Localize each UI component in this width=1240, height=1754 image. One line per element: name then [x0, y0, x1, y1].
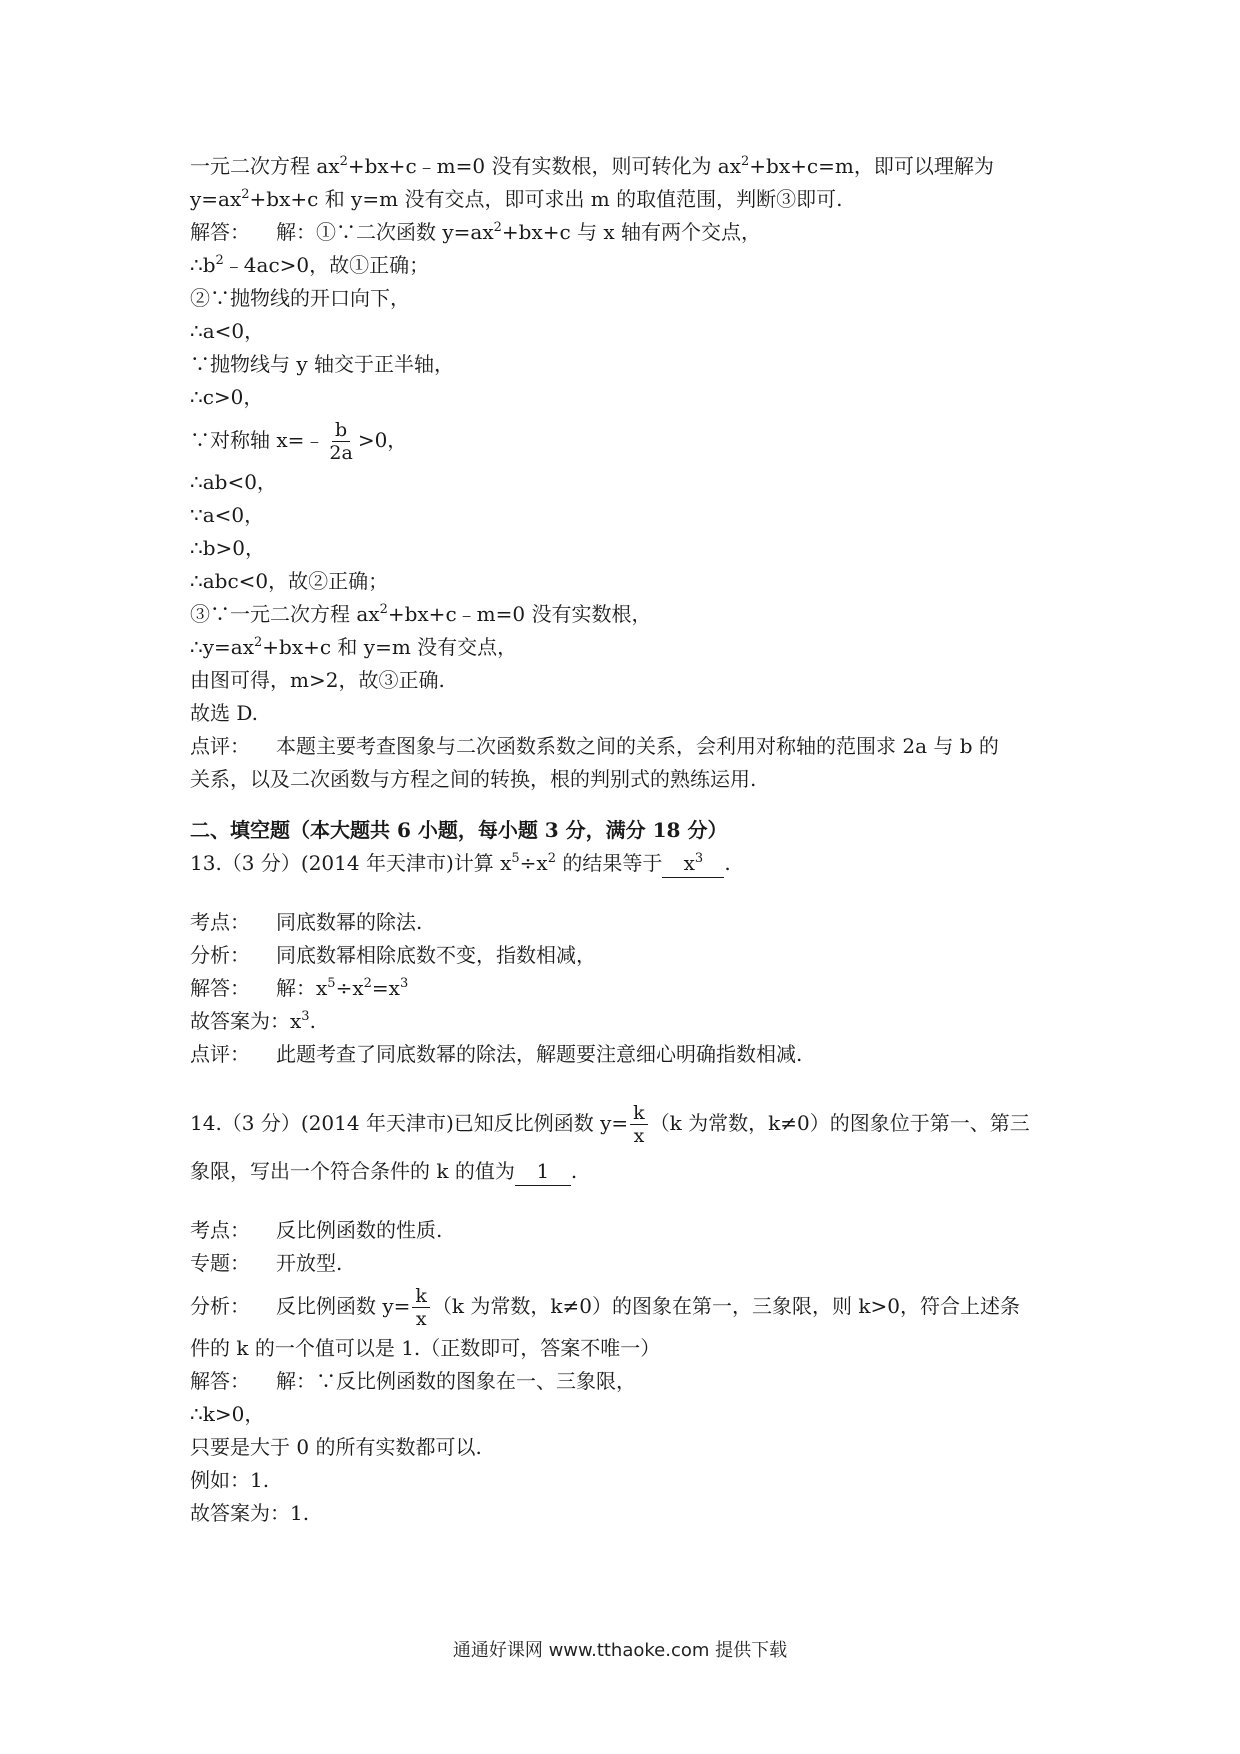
solution-line: 只要是大于 0 的所有实数都可以.	[190, 1435, 482, 1459]
point-line: 考点： 反比例函数的性质.	[190, 1218, 443, 1242]
solution-line: $\therefore y=ax^2+bx+c$ 和 y=m 没有交点，	[190, 635, 518, 659]
solution-line: 故选 D.	[190, 701, 259, 725]
solution-line: ∴a<0，	[190, 319, 265, 343]
final-answer-line: 故答案为：1.	[190, 1501, 310, 1525]
review-line: 点评： 本题主要考查图象与二次函数系数之间的关系，会利用对称轴的范围求 2a 与 b 的	[190, 730, 1070, 763]
answer-blank: 1	[515, 1157, 571, 1186]
solution-line-fraction: ∵对称轴 x=﹣ $\frac{b}{2a}$ >0，	[190, 419, 408, 464]
final-answer-line: 故答案为：$x^3$.	[190, 1009, 316, 1033]
analysis-line: 分析： 同底数幂相除底数不变，指数相减，	[190, 943, 596, 967]
solution-line: $\therefore b^2﹣4ac>0$，故①正确；	[190, 253, 430, 277]
solution-line: 由图可得，m>2，故③正确.	[190, 668, 445, 692]
answer-blank: $x^3$	[662, 849, 724, 878]
fraction-k-over-x: $\frac{k}{x}$	[630, 1102, 648, 1147]
review-line: 关系，以及二次函数与方程之间的转换，根的判别式的熟练运用.	[190, 767, 757, 791]
solution-line: 解答： 解：$x^5\div x^2=x^3$	[190, 976, 409, 1000]
question-13-stem: 13.（3 分）(2014 年天津市)计算 $x^5\div x^2$ 的结果等于 $x^3$ .	[190, 847, 1070, 880]
page-content	[190, 150, 1070, 1530]
point-line: 考点： 同底数幂的除法.	[190, 910, 423, 934]
solution-line: ∴k>0，	[190, 1402, 265, 1426]
fraction-k-over-x: $\frac{k}{x}$	[412, 1285, 430, 1330]
solution-line: ③∵一元二次方程 $ax^2+bx+c﹣m=0$ 没有实数根，	[190, 602, 652, 626]
solution-line: ∴abc<0，故②正确；	[190, 569, 389, 593]
solution-line: ②∵抛物线的开口向下，	[190, 286, 410, 310]
solution-line: ∴ab<0，	[190, 470, 277, 494]
analysis-line: 件的 k 的一个值可以是 1.（正数即可，答案不唯一）	[190, 1336, 661, 1360]
analysis-line: 分析： 反比例函数 y= $\frac{k}{x}$ （k 为常数，k≠0）的图象在第一，三象限，则 k>0，符合上述条	[190, 1285, 1020, 1330]
analysis-line: $y=ax^2+bx+c$ 和 y=m 没有交点，即可求出 m 的取值范围，判断③即可.	[190, 187, 843, 211]
solution-label: 解答：	[190, 220, 250, 244]
solution-line: 例如：1.	[190, 1468, 270, 1492]
section-title: 二、填空题（本大题共 6 小题，每小题 3 分，满分 18 分）	[190, 818, 728, 842]
solution-line: 解答： 解：①∵二次函数 $y=ax^2+bx+c$ 与 x 轴有两个交点，	[190, 216, 1070, 249]
question-14-stem: 14.（3 分）(2014 年天津市)已知反比例函数 y= $\frac{k}{x}$ （k 为常数，k≠0）的图象位于第一、第三	[190, 1102, 1030, 1147]
fraction-b-over-2a: $\frac{b}{2a}$	[329, 419, 353, 464]
solution-line: ∵a<0，	[190, 503, 265, 527]
solution-line: ∵抛物线与 y 轴交于正半轴，	[190, 352, 455, 376]
solution-line: 解答： 解：∵反比例函数的图象在一、三象限，	[190, 1369, 636, 1393]
review-line: 点评： 此题考查了同底数幂的除法，解题要注意细心明确指数相减.	[190, 1042, 803, 1066]
solution-line: ∴c>0，	[190, 385, 264, 409]
question-14-stem: 象限，写出一个符合条件的 k 的值为 1 .	[190, 1155, 1070, 1188]
solution-line: ∴b>0，	[190, 536, 266, 560]
analysis-line: 一元二次方程 $ax^2+bx+c﹣m=0$ 没有实数根，则可转化为 $ax^2+bx+c=m$，即可以理解为	[190, 154, 994, 178]
topic-line: 专题： 开放型.	[190, 1251, 343, 1275]
review-label: 点评：	[190, 734, 250, 758]
page-footer: 通通好课网 www.tthaoke.com 提供下载	[452, 1640, 788, 1661]
